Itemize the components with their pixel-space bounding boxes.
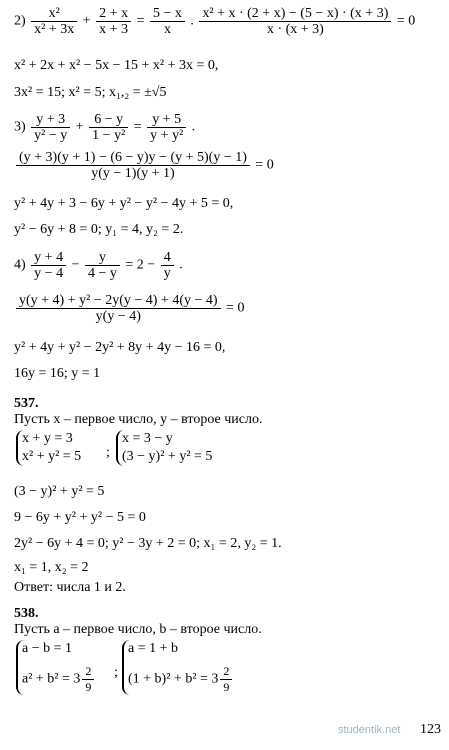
fraction: $\frac{2 + x}{x + 3}$ bbox=[96, 6, 131, 37]
fraction: $\frac{y + 5}{\text{y + y²}}$ bbox=[147, 112, 186, 143]
fraction: $\frac{6 - y}{\text{1 − y²}}$ bbox=[89, 112, 128, 143]
fraction: $\frac{y + 3}{\text{y² − y}}$ bbox=[31, 112, 70, 143]
task-537-intro: Пусть x – первое число, y – второе число. bbox=[14, 412, 263, 427]
semicolon: ; bbox=[114, 665, 118, 680]
fraction: $\frac{\text{x²}}{\text{x² + 3x}}$ bbox=[31, 6, 77, 37]
problem-2-equation: 2) $\frac{\text{x²}}{\text{x² + 3x}}$ + $\frac{2 + x}{x + 3}$ = $\frac{5 - x}{x}$ . $\frac{\text{x² + x · (2 + x) − (5 − x) · (x + 3)}}{x \cdot (x + 3)}$ = 0 bbox=[14, 6, 416, 37]
problem-4-line-4: 16y = 16; y = 1 bbox=[14, 366, 101, 381]
page-number: 123 bbox=[420, 722, 441, 737]
task-537-answer: Ответ: числа 1 и 2. bbox=[14, 580, 126, 595]
fraction: $\frac{5 - x}{x}$ bbox=[150, 6, 185, 37]
task-538-system-2: a = 1 + b (1 + b)² + b² = 3 $\frac{2}{9}$ bbox=[122, 640, 234, 695]
fraction: $\frac{\text{x² + x · (2 + x) − (5 − x) · (x + 3)}}{x \cdot (x + 3)}$ bbox=[199, 6, 391, 37]
problem-3-equation: 3) $\frac{y + 3}{\text{y² − y}}$ + $\frac{6 - y}{\text{1 − y²}}$ = $\frac{y + 5}{\text{y + y²}}$ . bbox=[14, 112, 196, 143]
problem-2-line-3: 3x² = 15; x² = 5; x₁,₂ = ±√5 bbox=[14, 85, 167, 100]
task-537-header: 537. bbox=[14, 396, 39, 411]
task-537-line-3: 2y² − 6y + 4 = 0; y² − 3y + 2 = 0; x₁ = 2, y₂ = 1. bbox=[14, 536, 282, 551]
fraction: $\frac{(y + 3)(y + 1) - (6 - y)y - (y + 5)(y - 1)}{y(y - 1)(y + 1)}$ bbox=[16, 150, 250, 181]
task-537-line-1: (3 − y)² + y² = 5 bbox=[14, 484, 105, 499]
fraction: $\frac{y}{4 - y}$ bbox=[85, 250, 120, 281]
task-538-header: 538. bbox=[14, 606, 39, 621]
fraction: $\frac{2}{9}$ bbox=[82, 664, 94, 695]
problem-4-big-fraction: $\frac{\text{y(y + 4) + y² − 2y(y − 4) + 4(y − 4)}}{y(y - 4)}$ = 0 bbox=[14, 293, 244, 324]
task-537-line-2: 9 − 6y + y² + y² − 5 = 0 bbox=[14, 510, 146, 525]
problem-4-equation: 4) $\frac{y + 4}{y - 4}$ − $\frac{y}{4 - y}$ = 2 − $\frac{4}{y}$ . bbox=[14, 250, 183, 281]
problem-3-big-fraction: $\frac{(y + 3)(y + 1) - (6 - y)y - (y + 5)(y - 1)}{y(y - 1)(y + 1)}$ = 0 bbox=[14, 150, 274, 181]
semicolon: ; bbox=[106, 445, 110, 460]
task-538-system-1: a − b = 1 a² + b² = 3 $\frac{2}{9}$ bbox=[16, 640, 96, 695]
watermark: studentik.net bbox=[338, 724, 401, 736]
fraction: $\frac{4}{y}$ bbox=[161, 250, 174, 281]
task-537-system-2: x = 3 − y (3 − y)² + y² = 5 bbox=[116, 430, 212, 466]
fraction: $\frac{y + 4}{y - 4}$ bbox=[31, 250, 66, 281]
problem-4-line-3: y² + 4y + y² − 2y² + 8y + 4y − 16 = 0, bbox=[14, 340, 226, 355]
problem-3-line-4: y² − 6y + 8 = 0; y₁ = 4, y₂ = 2. bbox=[14, 222, 184, 237]
problem-2-line-2: x² + 2x + x² − 5x − 15 + x² + 3x = 0, bbox=[14, 58, 219, 73]
fraction: $\frac{\text{y(y + 4) + y² − 2y(y − 4) + 4(y − 4)}}{y(y - 4)}$ bbox=[16, 293, 221, 324]
task-538-intro: Пусть a – первое число, b – второе число. bbox=[14, 622, 262, 637]
problem-3-line-3: y² + 4y + 3 − 6y + y² − y² − 4y + 5 = 0, bbox=[14, 196, 234, 211]
fraction: $\frac{2}{9}$ bbox=[220, 664, 232, 695]
task-537-line-4: x₁ = 1, x₂ = 2 bbox=[14, 560, 89, 575]
task-537-system-1: x + y = 3 x² + y² = 5 bbox=[16, 430, 81, 466]
